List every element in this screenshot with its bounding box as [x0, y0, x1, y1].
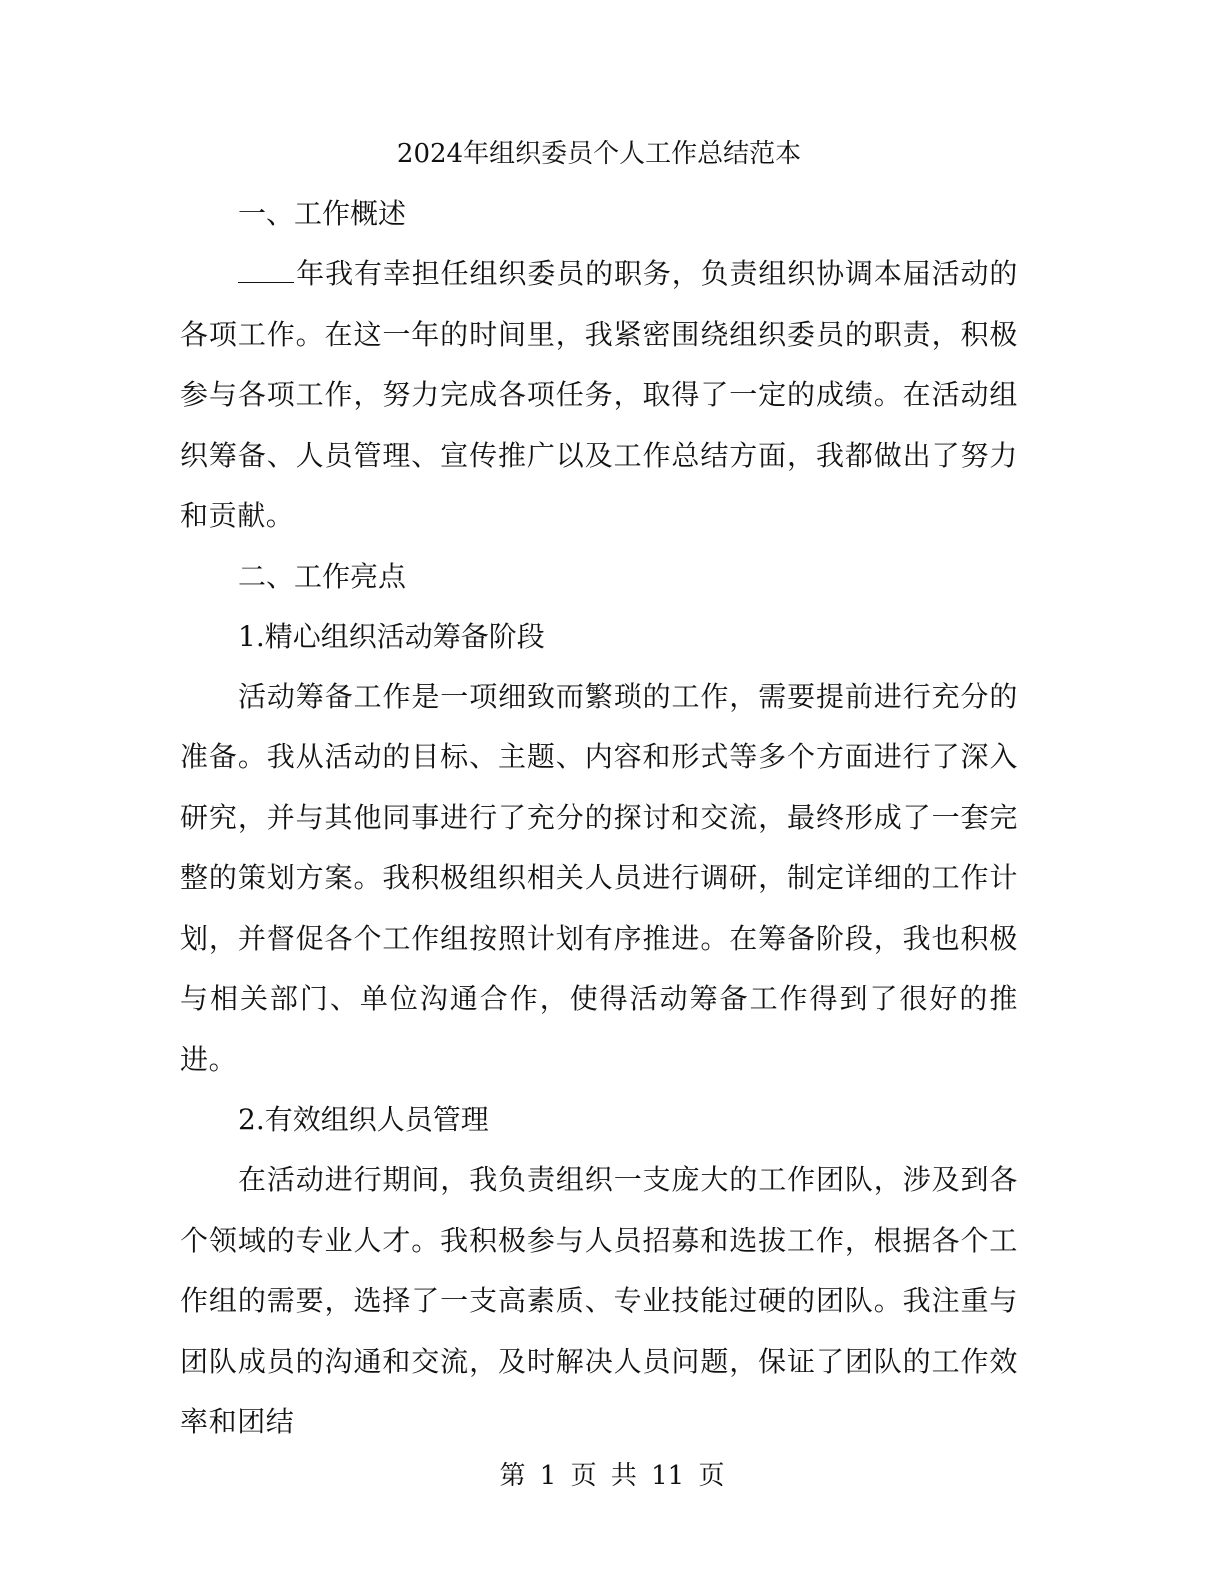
- section-heading-overview: 一、工作概述: [238, 197, 407, 230]
- overview-paragraph: [180, 244, 1018, 547]
- subheading-personnel: 2.有效组织人员管理: [238, 1103, 489, 1136]
- document-title: 2024年组织委员个人工作总结范本: [396, 139, 802, 169]
- overview-paragraph-text: 年我有幸担任组织委员的职务，负责组织协调本届活动的各项工作。在这一年的时间里，我紧密围绕组织委员的职责，积极参与各项工作，努力完成各项任务，取得了一定的成绩。在活动组织筹备、人员管理、宣传推广以及工作总结方面，我都做出了努力和贡献。: [180, 257, 1018, 532]
- subheading-planning: 1.精心组织活动筹备阶段: [238, 619, 545, 653]
- paragraph-planning: 活动筹备工作是一项细致而繁琐的工作，需要提前进行充分的准备。我从活动的目标、主题、内容和形式等多个方面进行了深入研究，并与其他同事进行了充分的探讨和交流，最终形成了一套完整的策划方案。我积极组织相关人员进行调研，制定详细的工作计划，并督促各个工作组按照计划有序推进。在筹备阶段，我也积极与相关部门、单位沟通合作，使得活动筹备工作得到了很好的推进。: [180, 679, 1018, 1076]
- page-number-footer: 第 1 页 共 11 页: [499, 1461, 725, 1491]
- section-heading-highlights: 二、工作亮点: [238, 559, 407, 593]
- paragraph-personnel: 在活动进行期间，我负责组织一支庞大的工作团队，涉及到各个领域的专业人才。我积极参与人员招募和选拔工作，根据各个工作组的需要，选择了一支高素质、专业技能过硬的团队。我注重与团队成员的沟通和交流，及时解决人员问题，保证了团队的工作效率和团结: [180, 1163, 1018, 1438]
- fill-in-blank: [238, 260, 294, 283]
- document-body: [180, 124, 1018, 1453]
